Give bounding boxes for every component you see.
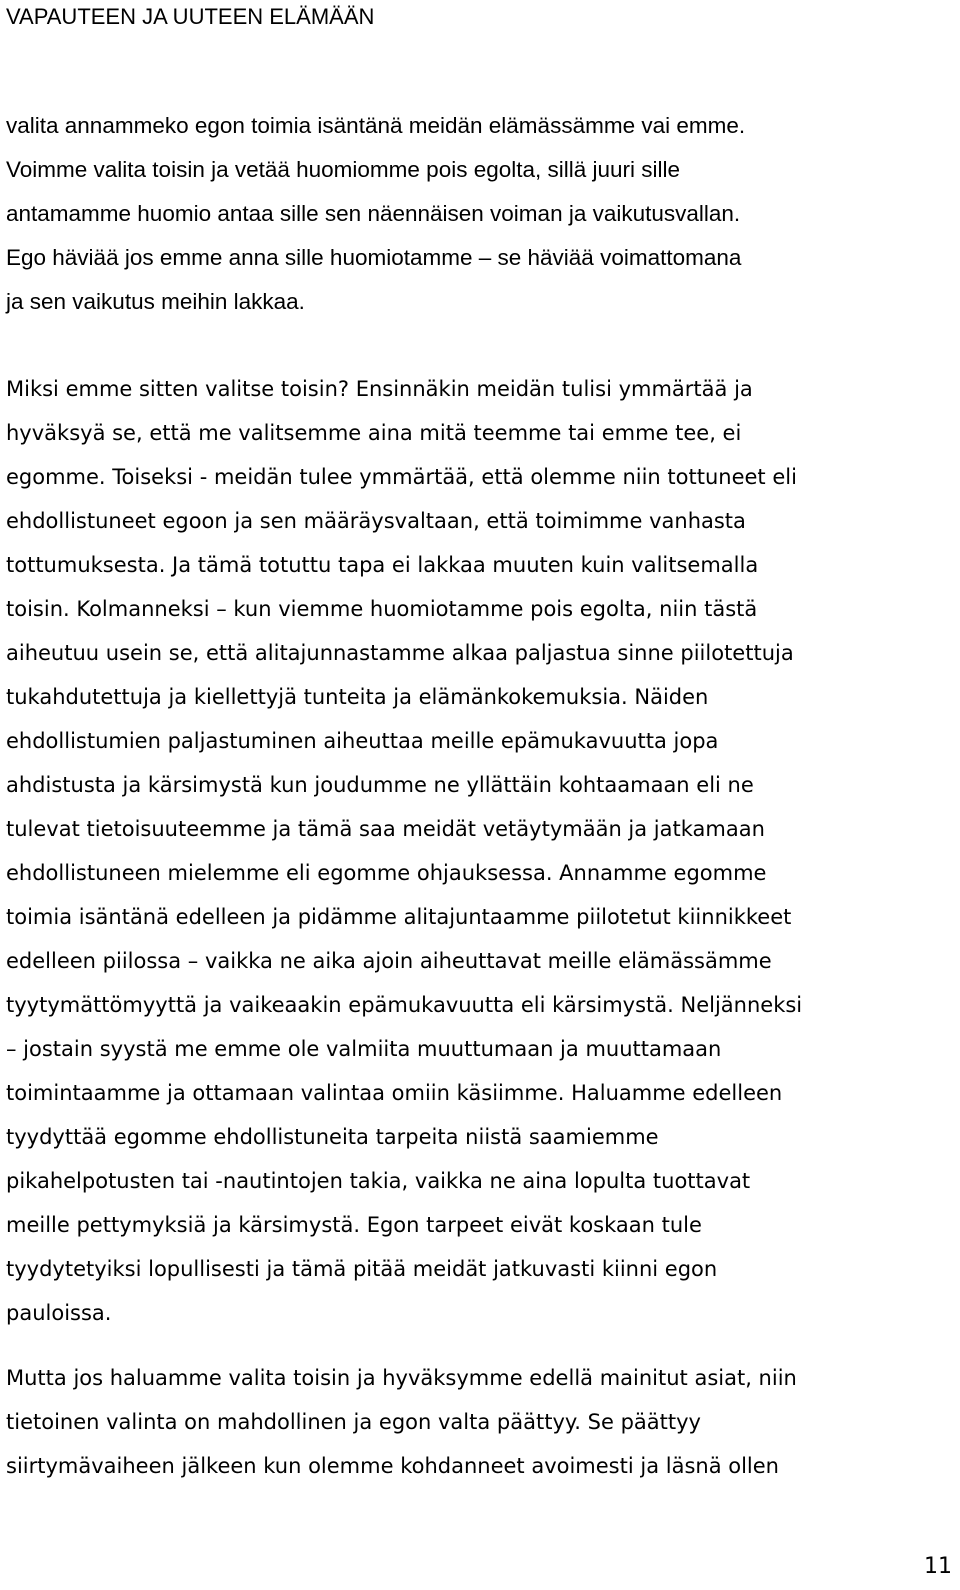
text-line: antamamme huomio antaa sille sen näennäisen voiman ja vaikutusvallan. xyxy=(6,201,741,226)
text-line: Mutta jos haluamme valita toisin ja hyväksymme edellä mainitut asiat, niin xyxy=(6,1366,797,1390)
text-line: tulevat tietoisuuteemme ja tämä saa meidät vetäytymään ja jatkamaan xyxy=(6,817,765,841)
text-line: egomme. Toiseksi - meidän tulee ymmärtää, että olemme niin tottuneet eli xyxy=(6,465,797,489)
page-header-title: VAPAUTEEN JA UUTEEN ELÄMÄÄN xyxy=(6,4,375,29)
text-line: toimia isäntänä edelleen ja pidämme alitajuntaamme piilotetut kiinnikkeet xyxy=(6,905,792,929)
text-line: siirtymävaiheen jälkeen kun olemme kohdanneet avoimesti ja läsnä ollen xyxy=(6,1454,779,1478)
text-line: edelleen piilossa – vaikka ne aika ajoin aiheuttavat meille elämässämme xyxy=(6,949,772,973)
text-line: toimintaamme ja ottamaan valintaa omiin käsiimme. Haluamme edelleen xyxy=(6,1081,783,1105)
text-line: tietoinen valinta on mahdollinen ja egon valta päättyy. Se päättyy xyxy=(6,1410,701,1434)
text-line: pauloissa. xyxy=(6,1301,112,1325)
paragraph-3 xyxy=(6,1356,956,1488)
text-line: ehdollistumien paljastuminen aiheuttaa meille epämukavuutta jopa xyxy=(6,729,719,753)
text-line: ehdollistuneet egoon ja sen määräysvaltaan, että toimimme vanhasta xyxy=(6,509,746,533)
text-line: Miksi emme sitten valitse toisin? Ensinnäkin meidän tulisi ymmärtää ja xyxy=(6,377,753,401)
text-line: Ego häviää jos emme anna sille huomiotamme – se häviää voimattomana xyxy=(6,245,742,270)
text-line: ehdollistuneen mielemme eli egomme ohjauksessa. Annamme egomme xyxy=(6,861,767,885)
text-line: toisin. Kolmanneksi – kun viemme huomiotamme pois egolta, niin tästä xyxy=(6,597,758,621)
text-line: pikahelpotusten tai -nautintojen takia, vaikka ne aina lopulta tuottavat xyxy=(6,1169,751,1193)
text-line: tottumuksesta. Ja tämä totuttu tapa ei lakkaa muuten kuin valitsemalla xyxy=(6,553,759,577)
text-line: hyväksyä se, että me valitsemme aina mitä teemme tai emme tee, ei xyxy=(6,421,742,445)
text-line: tyytymättömyyttä ja vaikeaakin epämukavuutta eli kärsimystä. Neljänneksi xyxy=(6,993,803,1017)
text-line: – jostain syystä me emme ole valmiita muuttumaan ja muuttamaan xyxy=(6,1037,722,1061)
page-number: 11 xyxy=(924,1554,952,1579)
text-line: tyydytetyiksi lopullisesti ja tämä pitää meidät jatkuvasti kiinni egon xyxy=(6,1257,718,1281)
text-line: valita annammeko egon toimia isäntänä meidän elämässämme vai emme. xyxy=(6,113,746,138)
text-line: tukahdutettuja ja kiellettyjä tunteita ja elämänkokemuksia. Näiden xyxy=(6,685,709,709)
text-line: aiheutuu usein se, että alitajunnastamme alkaa paljastua sinne piilotettuja xyxy=(6,641,794,665)
text-line: Voimme valita toisin ja vetää huomiomme pois egolta, sillä juuri sille xyxy=(6,157,681,182)
paragraph-2 xyxy=(6,367,956,1335)
paragraph-1 xyxy=(6,104,956,324)
text-line: meille pettymyksiä ja kärsimystä. Egon tarpeet eivät koskaan tule xyxy=(6,1213,702,1237)
text-line: ahdistusta ja kärsimystä kun joudumme ne yllättäin kohtaamaan eli ne xyxy=(6,773,754,797)
text-line: ja sen vaikutus meihin lakkaa. xyxy=(6,289,305,314)
text-line: tyydyttää egomme ehdollistuneita tarpeita niistä saamiemme xyxy=(6,1125,659,1149)
